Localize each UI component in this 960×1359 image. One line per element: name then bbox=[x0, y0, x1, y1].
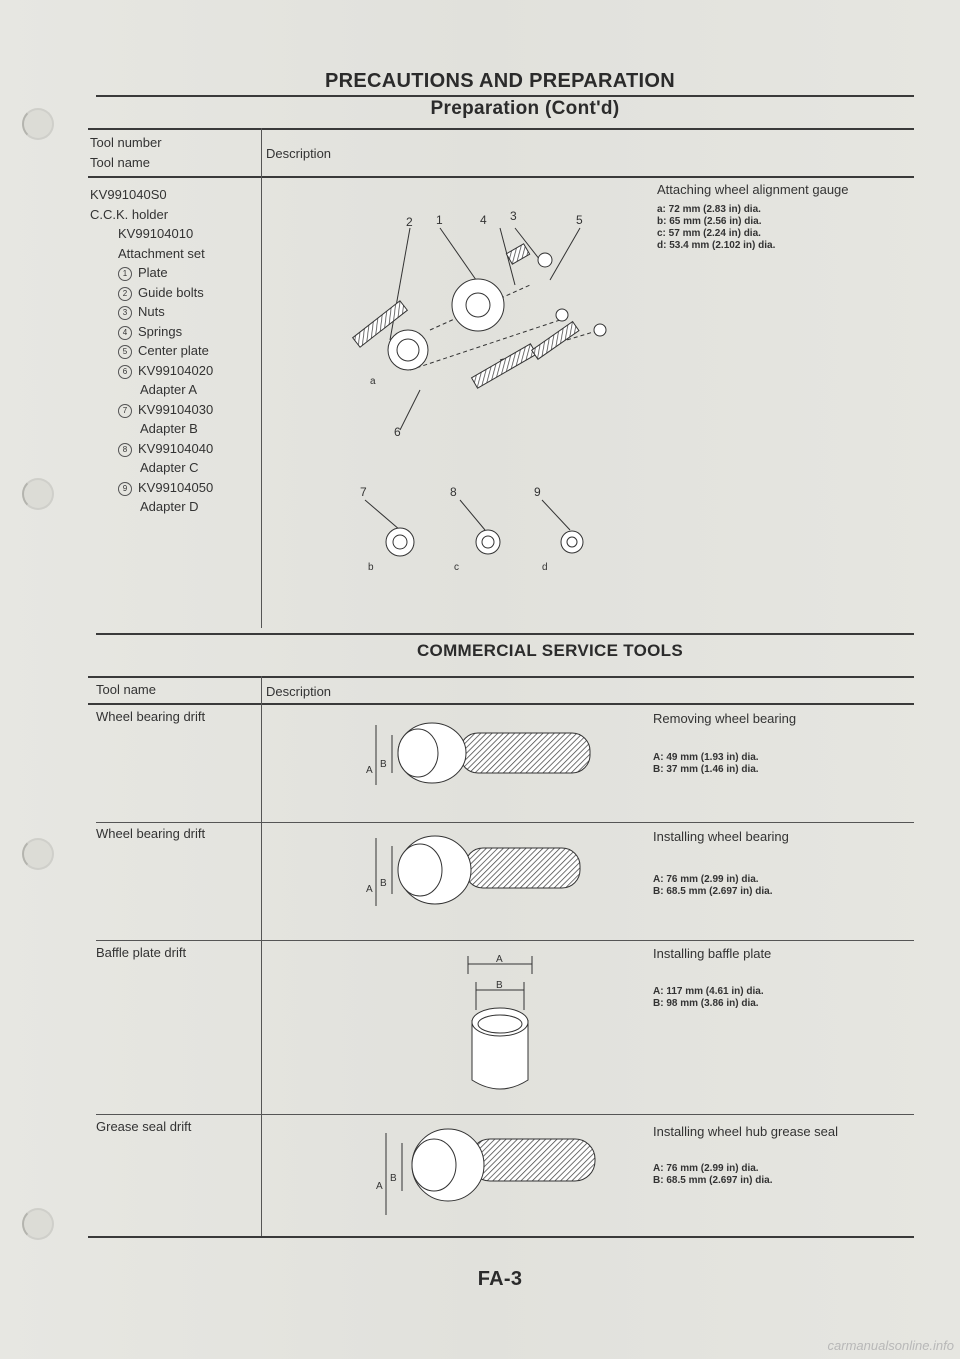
col-tool-name-header: Tool name bbox=[90, 155, 150, 170]
watermark: carmanualsonline.info bbox=[827, 1338, 954, 1353]
table-row-description: Installing baffle plate bbox=[653, 946, 772, 961]
callout-5: 5 bbox=[576, 213, 583, 227]
page-number: FA-3 bbox=[477, 1268, 523, 1290]
list-item-sub: Adapter B bbox=[140, 421, 198, 436]
binder-hole bbox=[22, 478, 54, 510]
row-divider bbox=[96, 822, 914, 823]
column-divider bbox=[261, 128, 262, 628]
dim-a-label: A bbox=[496, 954, 503, 965]
dim-a-label: A bbox=[366, 765, 373, 776]
table-top-rule bbox=[88, 676, 914, 678]
special-tool-list bbox=[90, 185, 213, 517]
dim-b-label: B bbox=[380, 878, 387, 889]
table-bottom-rule bbox=[88, 1236, 914, 1238]
page-subtitle: Preparation (Cont'd) bbox=[430, 98, 620, 119]
table-row-tool-name: Wheel bearing drift bbox=[96, 709, 206, 724]
dim-a-label: A bbox=[366, 884, 373, 895]
title-rule bbox=[96, 95, 914, 97]
list-item: 5 Center plate bbox=[90, 341, 213, 361]
spec-list: A: 76 mm (2.99 in) dia. B: 68.5 mm (2.697 in) dia. bbox=[653, 1163, 773, 1186]
attachment-set-illustration bbox=[300, 190, 640, 590]
dim-c: c bbox=[454, 562, 459, 573]
section-rule bbox=[96, 633, 914, 635]
spec-list: a: 72 mm (2.83 in) dia. b: 65 mm (2.56 in) dia. c: 57 mm (2.24 in) dia. d: 53.4 mm (2.102 in) dia. bbox=[657, 204, 776, 251]
list-item: 7 KV99104030 bbox=[90, 400, 213, 420]
row-divider bbox=[96, 940, 914, 941]
dim-b-label: B bbox=[380, 759, 387, 770]
wheel-bearing-drift-illustration bbox=[340, 715, 600, 805]
callout-2: 2 bbox=[406, 215, 413, 229]
dim-d: d bbox=[542, 562, 548, 573]
callout-9: 9 bbox=[534, 485, 541, 499]
callout-7: 7 bbox=[360, 485, 367, 499]
spec-list: A: 76 mm (2.99 in) dia. B: 68.5 mm (2.697 in) dia. bbox=[653, 874, 773, 897]
spec-list: A: 117 mm (4.61 in) dia. B: 98 mm (3.86 in) dia. bbox=[653, 986, 764, 1009]
grease-seal-drift-illustration bbox=[350, 1125, 610, 1225]
callout-8: 8 bbox=[450, 485, 457, 499]
list-item-sub: Adapter C bbox=[140, 460, 199, 475]
table-row-description: Installing wheel hub grease seal bbox=[653, 1124, 839, 1139]
dim-a: a bbox=[370, 376, 376, 387]
list-item-sub: Adapter D bbox=[140, 499, 199, 514]
callout-4: 4 bbox=[480, 213, 487, 227]
row-divider bbox=[96, 1114, 914, 1115]
callout-6: 6 bbox=[394, 425, 401, 439]
table-row-description: Removing wheel bearing bbox=[653, 711, 797, 726]
page-title: PRECAUTIONS AND PREPARATION bbox=[325, 70, 675, 92]
column-divider bbox=[261, 676, 262, 1236]
col-description-header: Description bbox=[266, 146, 332, 161]
table-row-tool-name: Grease seal drift bbox=[96, 1119, 192, 1134]
list-item: 4 Springs bbox=[90, 322, 213, 342]
table-header-rule bbox=[88, 703, 914, 705]
baffle-plate-drift-illustration bbox=[460, 950, 540, 1100]
callout-1: 1 bbox=[436, 213, 443, 227]
list-item: 8 KV99104040 bbox=[90, 439, 213, 459]
col-tool-number-header: Tool number bbox=[90, 135, 162, 150]
table-top-rule bbox=[88, 128, 914, 130]
table-row-tool-name: Baffle plate drift bbox=[96, 945, 187, 960]
dim-b-label: B bbox=[496, 980, 503, 991]
list-item-sub: Adapter A bbox=[140, 382, 198, 397]
attachment-number: KV99104010 bbox=[118, 226, 194, 241]
callout-3: 3 bbox=[510, 209, 517, 223]
table-header-rule bbox=[88, 176, 914, 178]
wheel-bearing-drift-illustration bbox=[340, 830, 600, 920]
list-item: 2 Guide bolts bbox=[90, 283, 213, 303]
section-title: COMMERCIAL SERVICE TOOLS bbox=[416, 641, 683, 660]
special-tool-description: Attaching wheel alignment gauge bbox=[657, 182, 849, 197]
dim-b: b bbox=[368, 562, 374, 573]
col-description-header: Description bbox=[266, 684, 332, 699]
binder-hole bbox=[22, 1208, 54, 1240]
tool-name: C.C.K. holder bbox=[90, 206, 169, 222]
dim-b-label: B bbox=[390, 1173, 397, 1184]
col-tool-name-header: Tool name bbox=[96, 682, 156, 697]
attachment-name: Attachment set bbox=[118, 245, 205, 261]
dim-a-label: A bbox=[376, 1181, 383, 1192]
table-row-description: Installing wheel bearing bbox=[653, 829, 789, 844]
spec-list: A: 49 mm (1.93 in) dia. B: 37 mm (1.46 in) dia. bbox=[653, 752, 759, 775]
list-item: 1 Plate bbox=[90, 263, 213, 283]
list-item: 9 KV99104050 bbox=[90, 478, 213, 498]
binder-hole bbox=[22, 838, 54, 870]
tool-number: KV991040S0 bbox=[90, 187, 167, 202]
list-item: 6 KV99104020 bbox=[90, 361, 213, 381]
table-row-tool-name: Wheel bearing drift bbox=[96, 826, 206, 841]
list-item: 3 Nuts bbox=[90, 302, 213, 322]
